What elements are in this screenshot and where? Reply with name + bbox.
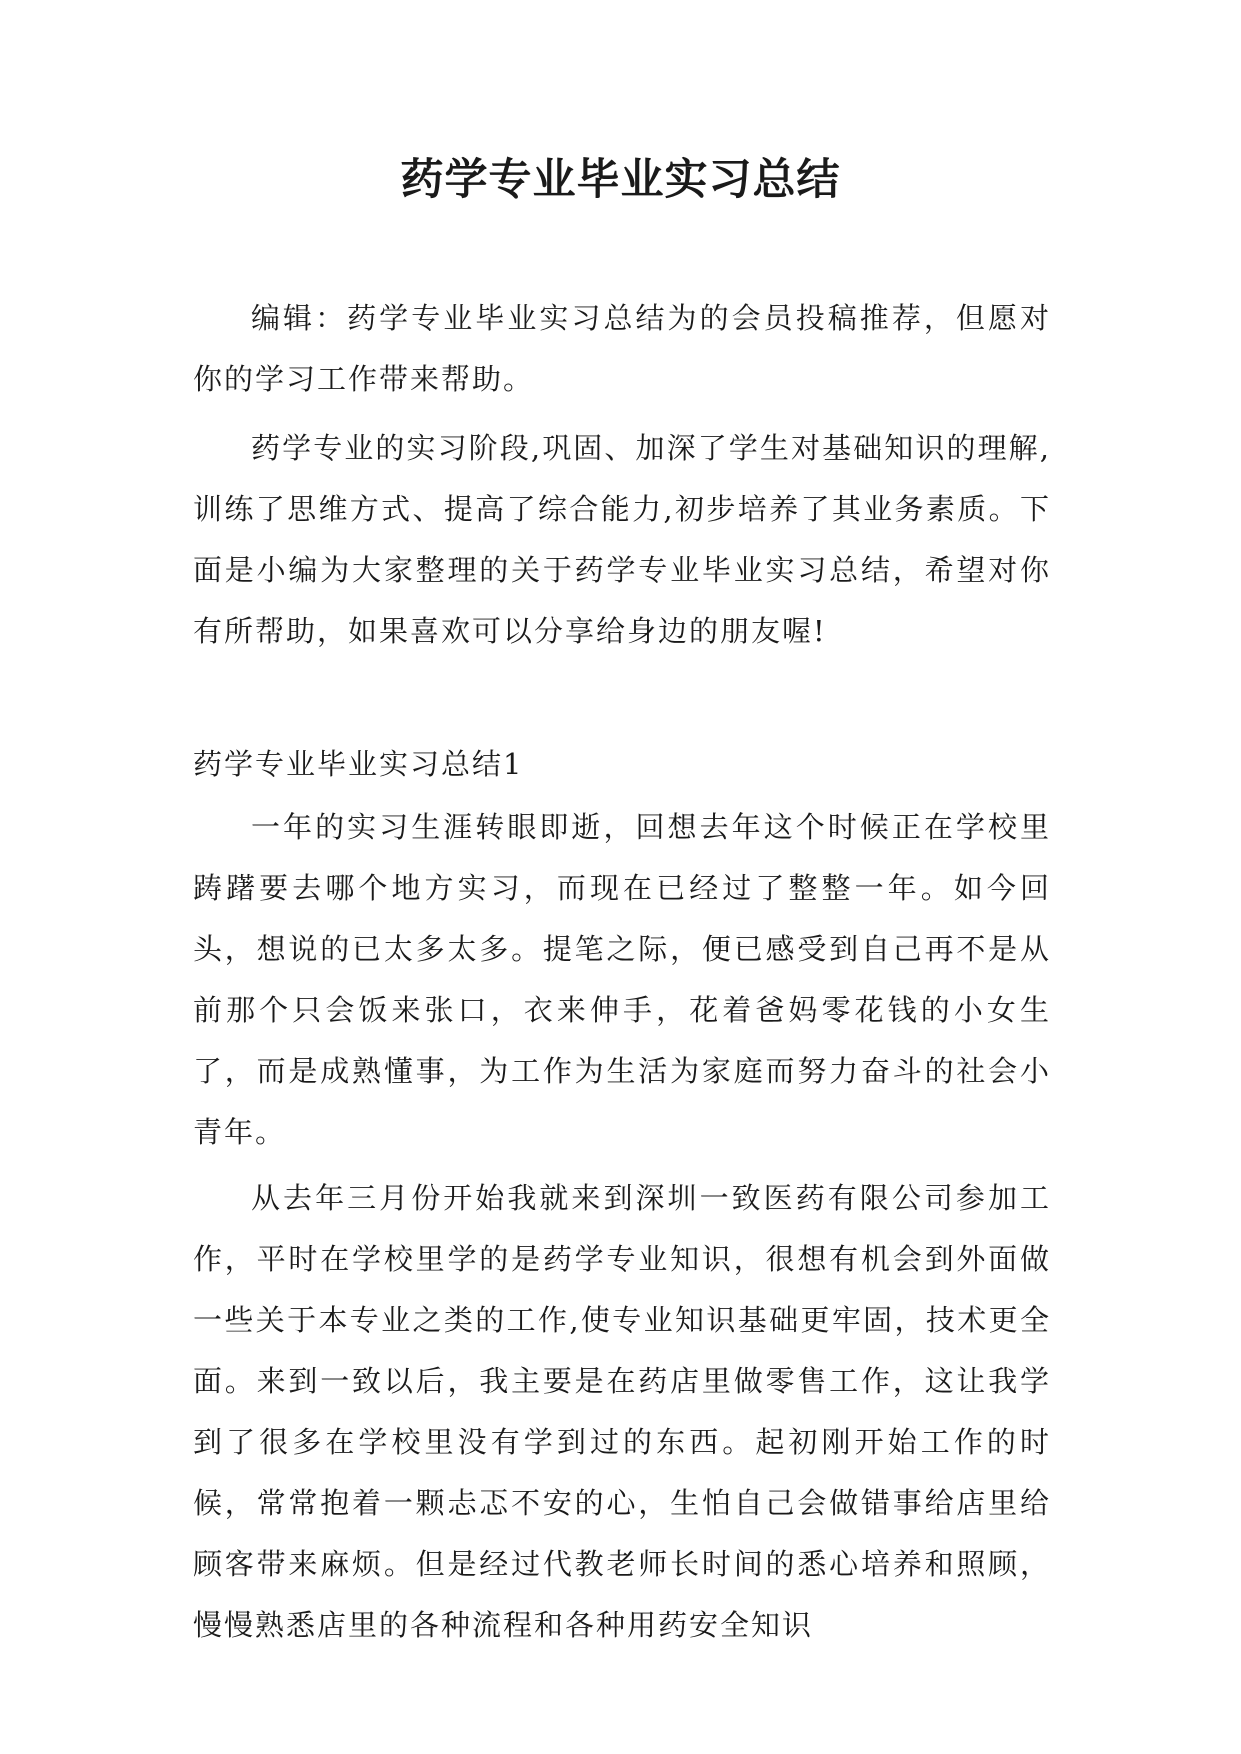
intro-paragraph: 药学专业的实习阶段,巩固、加深了学生对基础知识的理解,训练了思维方式、提高了综合能力,初步培养了其业务素质。下面是小编为大家整理的关于药学专业毕业实习总结，希望对你有所帮助，如果喜欢可以分享给身边的朋友喔!: [193, 431, 1051, 648]
document-title: 药学专业毕业实习总结: [400, 155, 841, 205]
document-body: [193, 288, 1051, 1656]
section-heading: 药学专业毕业实习总结1: [193, 747, 524, 781]
section-paragraph-1: 一年的实习生涯转眼即逝，回想去年这个时候正在学校里踌躇要去哪个地方实习，而现在已经过了整整一年。如今回头，想说的已太多太多。提笔之际，便已感受到自己再不是从前那个只会饭来张口，衣来伸手，花着爸妈零花钱的小女生了，而是成熟懂事，为工作为生活为家庭而努力奋斗的社会小青年。: [193, 810, 1051, 1149]
section-paragraph-2: 从去年三月份开始我就来到深圳一致医药有限公司参加工作，平时在学校里学的是药学专业知识，很想有机会到外面做一些关于本专业之类的工作,使专业知识基础更牢固，技术更全面。来到一致以后，我主要是在药店里做零售工作，这让我学到了很多在学校里没有学到过的东西。起初刚开始工作的时候，常常抱着一颗忐忑不安的心，生怕自己会做错事给店里给顾客带来麻烦。但是经过代教老师长时间的悉心培养和照顾，慢慢熟悉店里的各种流程和各种用药安全知识: [193, 1181, 1051, 1642]
editor-note-paragraph: 编辑：药学专业毕业实习总结为的会员投稿推荐，但愿对你的学习工作带来帮助。: [193, 301, 1051, 396]
